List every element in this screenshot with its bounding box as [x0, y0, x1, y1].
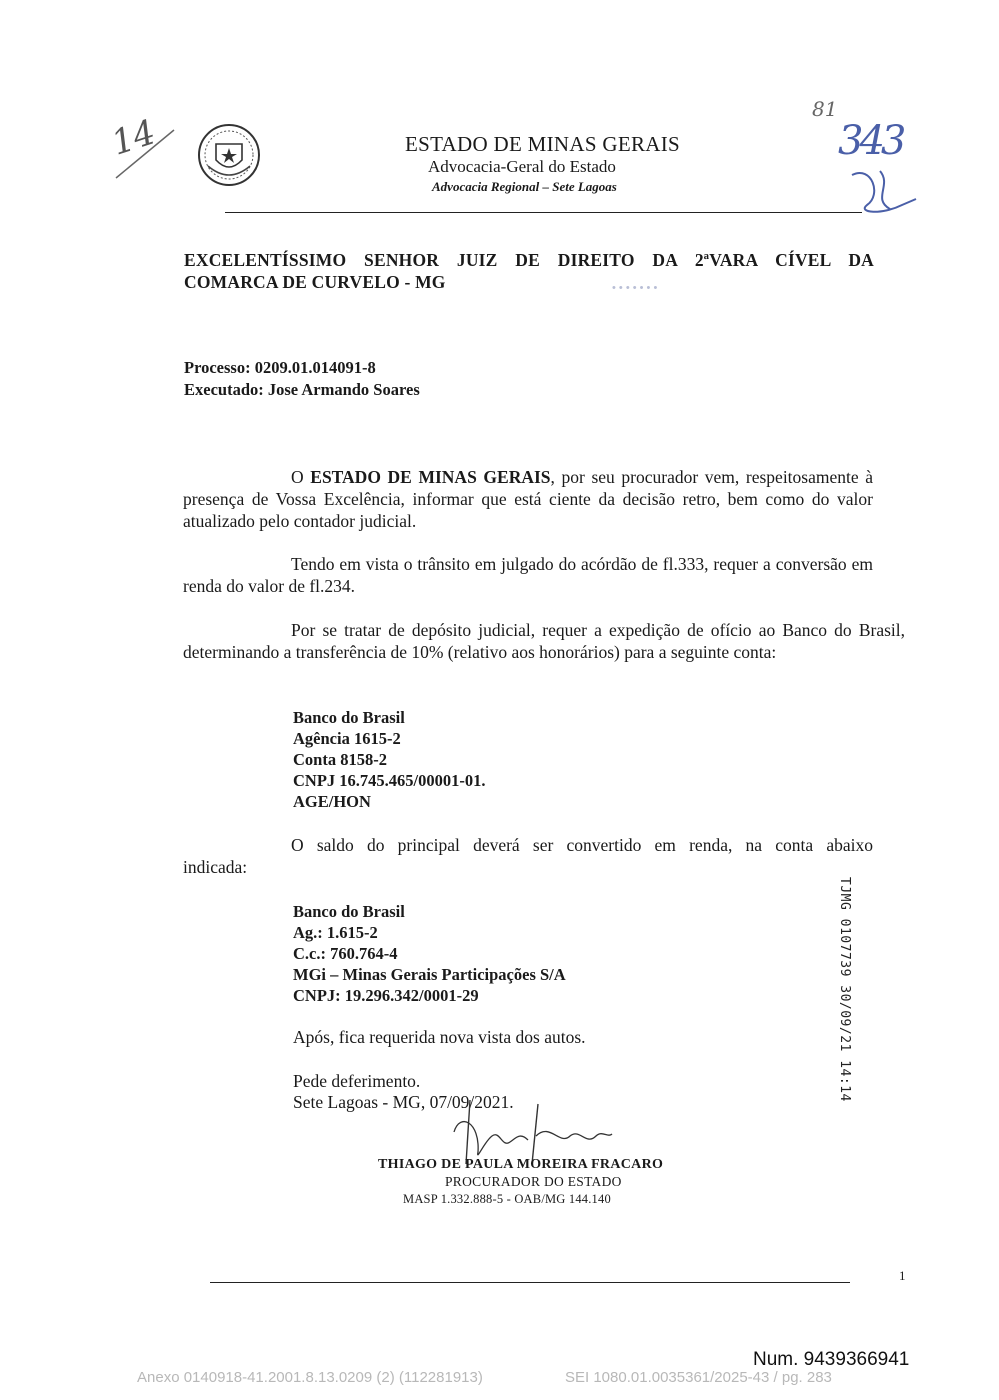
- executado-value: Jose Armando Soares: [267, 380, 420, 399]
- paragraph-3: [183, 619, 905, 663]
- account2-bank: Banco do Brasil: [293, 902, 405, 921]
- account1-holder: AGE/HON: [293, 792, 371, 811]
- signatory-name: THIAGO DE PAULA MOREIRA FRACARO: [378, 1157, 664, 1172]
- handwritten-folio-small: 81: [812, 97, 838, 121]
- footer-rule: [210, 1282, 850, 1283]
- coat-of-arms-seal: [196, 122, 262, 188]
- account1-bank: Banco do Brasil: [293, 708, 405, 727]
- paragraph-5: Após, fica requerida nova vista dos autos.: [293, 1027, 586, 1047]
- paragraph-1: [183, 466, 873, 532]
- account1-account: Conta 8158-2: [293, 750, 387, 769]
- processo-label: Processo:: [184, 358, 251, 377]
- p1-subject: ESTADO DE MINAS GERAIS: [310, 467, 551, 487]
- handwritten-stroke-left: [110, 124, 180, 184]
- p1-rest: , por seu procurador vem, respeitosamente à presença de Vossa Excelência, informar que está ciente da decisão retro, bem como do valor atualizado pelo contador judicial.: [183, 467, 874, 531]
- account-honorarios: [293, 707, 486, 812]
- footer-annex: Anexo 0140918-41.2001.8.13.0209 (2) (112281913): [137, 1369, 483, 1386]
- signatory-masp: MASP 1.332.888-5 - OAB/MG 144.140: [403, 1192, 611, 1206]
- account2-holder: MGi – Minas Gerais Participações S/A: [293, 965, 566, 984]
- header-title: ESTADO DE MINAS GERAIS: [405, 132, 681, 156]
- footer-sei: SEI 1080.01.0035361/2025-43 / pg. 283: [565, 1369, 832, 1386]
- account2-agency: Ag.: 1.615-2: [293, 923, 378, 942]
- case-processo: [184, 358, 376, 378]
- addressee-line-2: COMARCA DE CURVELO - MG: [184, 272, 446, 292]
- p4-line-1: O saldo do principal deverá ser convertido em renda, na conta abaixo: [291, 835, 873, 855]
- addressee-block: [184, 249, 874, 293]
- place-date: Sete Lagoas - MG, 07/09/2021.: [293, 1092, 514, 1112]
- account1-cnpj: CNPJ 16.745.465/00001-01.: [293, 771, 486, 790]
- handwritten-folio-large: 343: [838, 118, 903, 164]
- case-executado: [184, 380, 420, 400]
- p1-lead: O: [291, 467, 304, 487]
- header-subtitle: Advocacia-Geral do Estado: [428, 157, 616, 176]
- header-regional: Advocacia Regional – Sete Lagoas: [432, 179, 617, 194]
- document-number: Num. 9439366941: [753, 1349, 910, 1370]
- paragraph-4: [183, 834, 873, 878]
- signatory-role: PROCURADOR DO ESTADO: [445, 1174, 622, 1189]
- page-number: 1: [899, 1268, 906, 1283]
- handwritten-initials-mark: [842, 165, 922, 215]
- paragraph-2: [183, 553, 873, 597]
- handwritten-folio-left: 14: [106, 112, 161, 164]
- account1-agency: Agência 1615-2: [293, 729, 401, 748]
- closing-request: Pede deferimento.: [293, 1071, 421, 1091]
- header-rule: [225, 212, 862, 213]
- account-principal: [293, 901, 566, 1006]
- processo-value: 0209.01.014091-8: [254, 358, 376, 377]
- account2-cnpj: CNPJ: 19.296.342/0001-29: [293, 986, 479, 1005]
- account2-account: C.c.: 760.764-4: [293, 944, 398, 963]
- p3-text: Por se tratar de depósito judicial, requer a expedição de ofício ao Banco do Brasil, determinando a transferência de 10% (relativo aos honorários) para a seguinte conta:: [183, 620, 905, 662]
- faint-stamp-marks: • • • • • • •: [612, 282, 658, 294]
- p4-line-2: indicada:: [183, 857, 248, 877]
- p2-text: Tendo em vista o trânsito em julgado do acórdão de fl.333, requer a conversão em renda do valor de fl.234.: [183, 554, 873, 596]
- court-protocol-stamp: TJMG 0107739 30/09/21 14:14: [837, 877, 852, 1102]
- addressee-line-1: EXCELENTÍSSIMO SENHOR JUIZ DE DIREITO DA 2ªVARA CÍVEL DA: [184, 250, 874, 270]
- executado-label: Executado:: [184, 380, 264, 399]
